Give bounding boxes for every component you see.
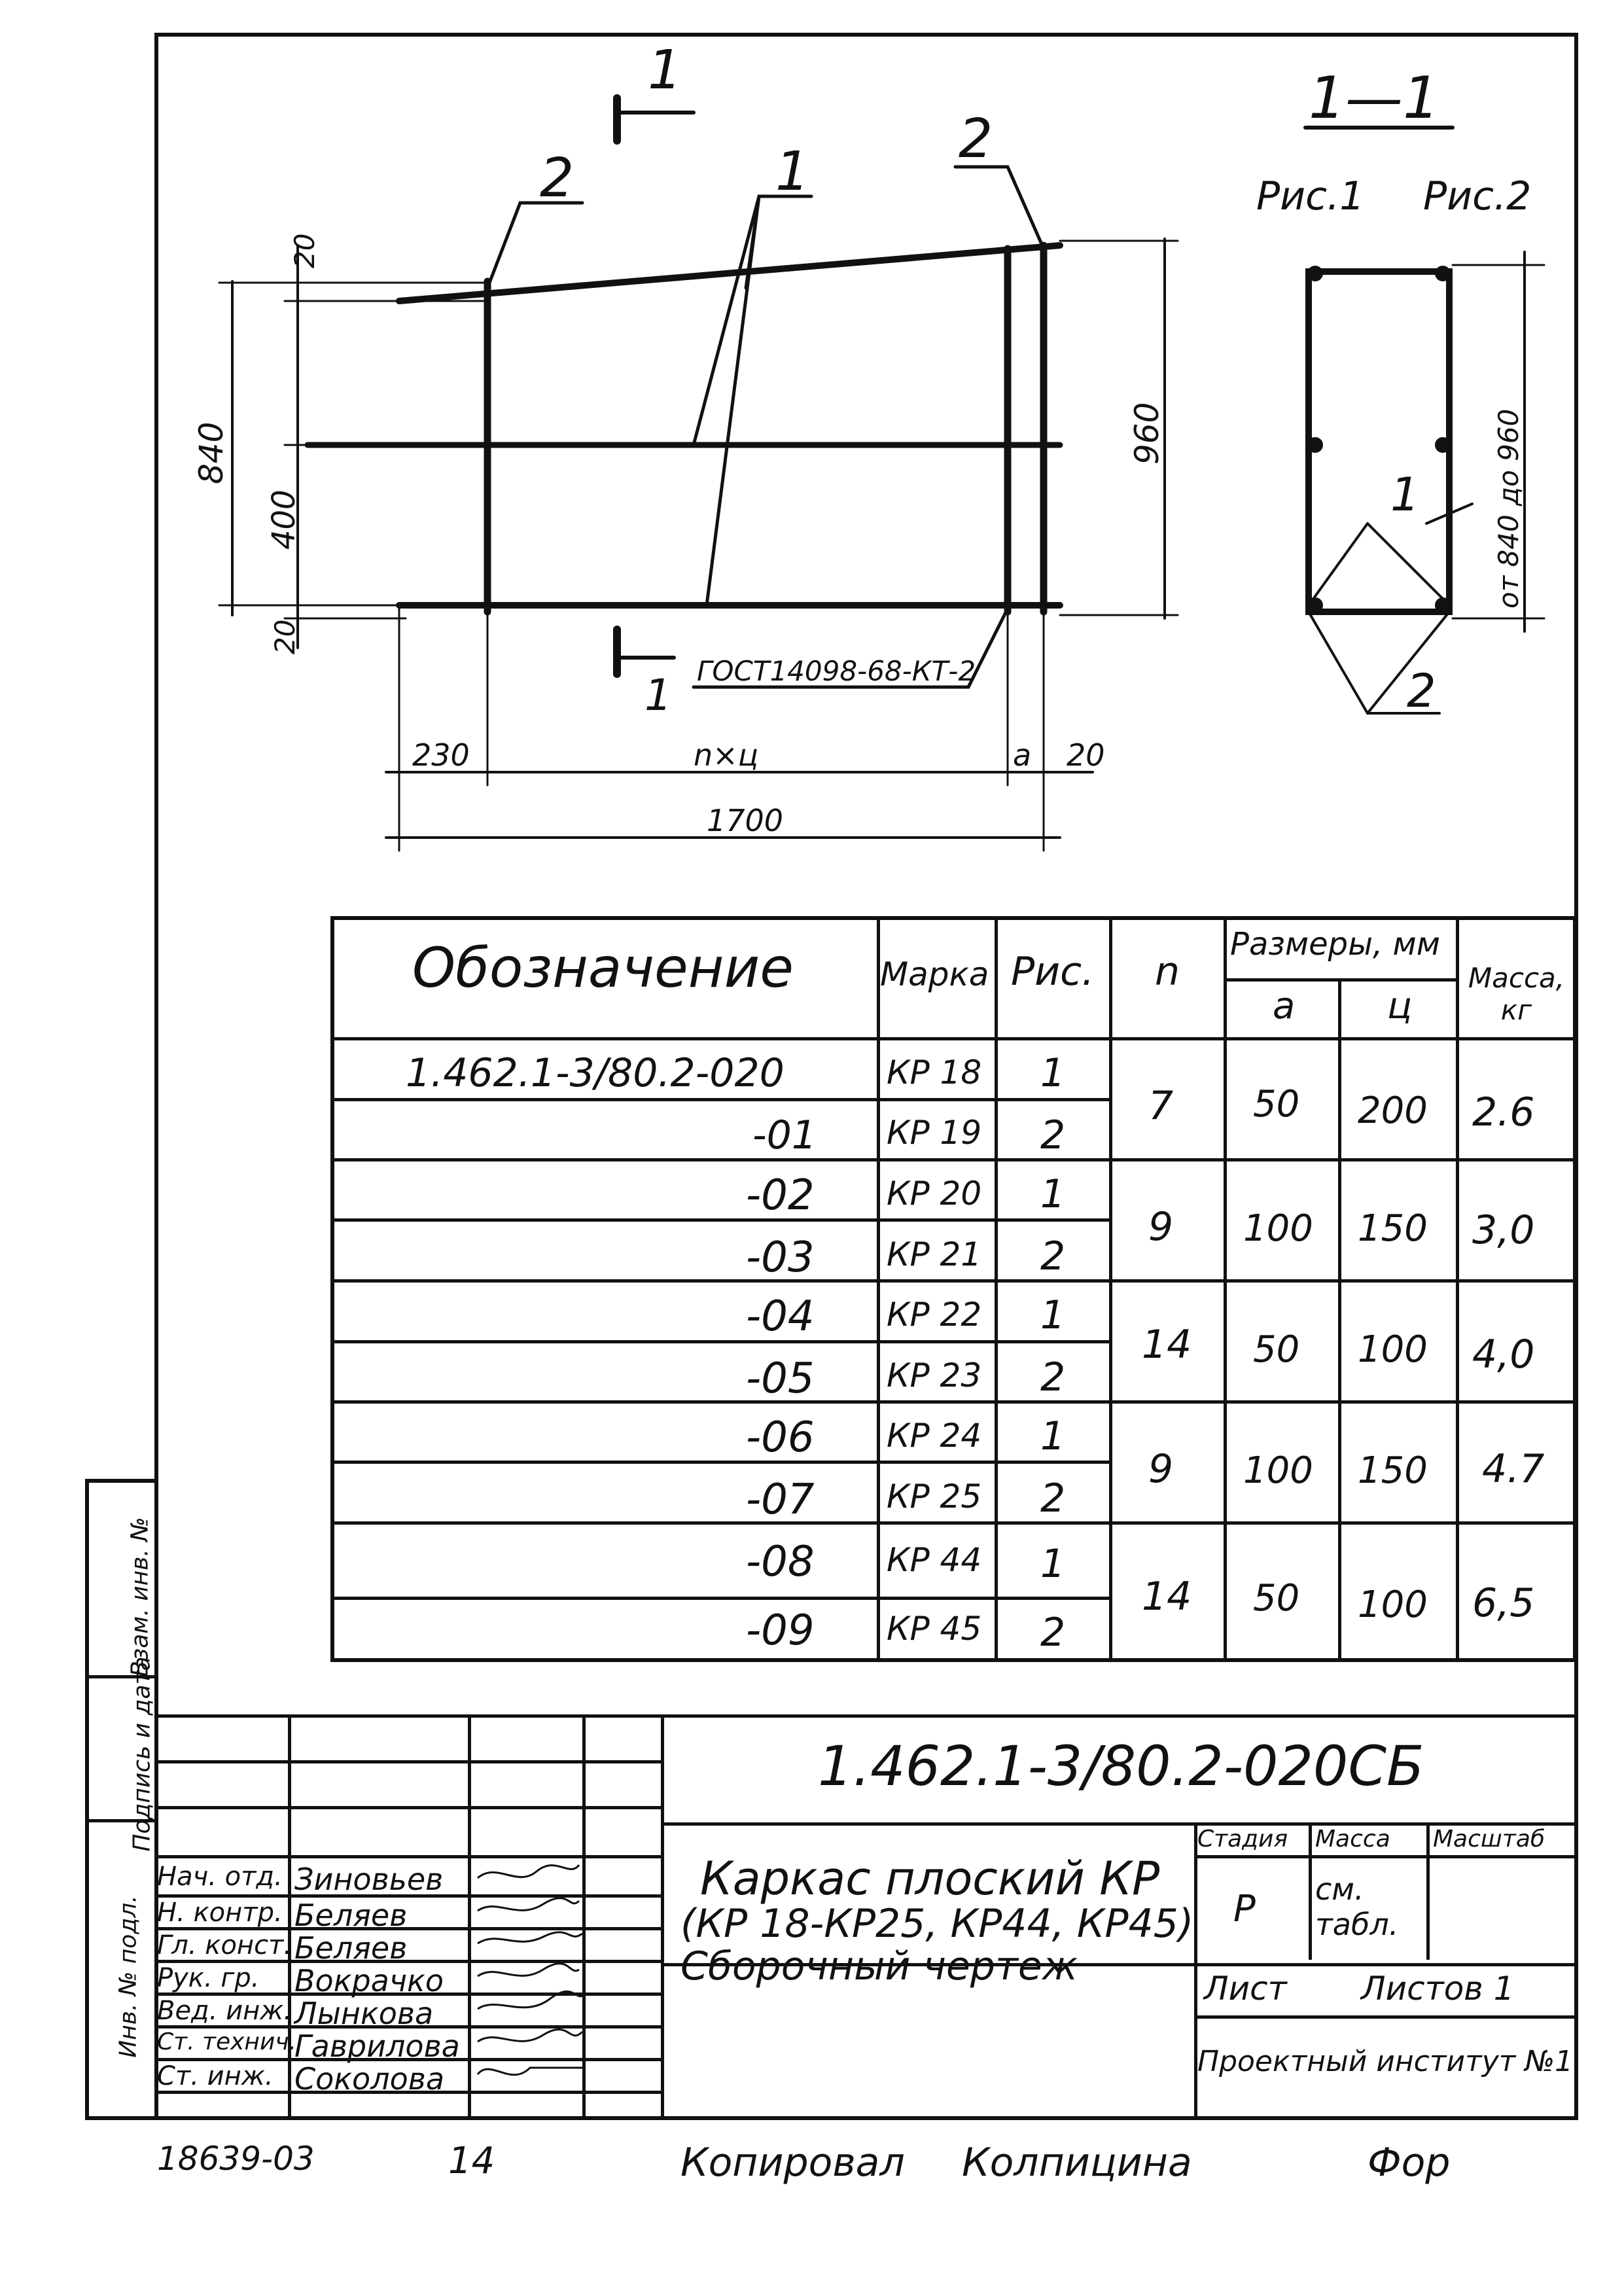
row-mark: КР 23: [887, 1356, 982, 1394]
fig2-label: Рис.2: [1423, 173, 1532, 219]
group-mass: 2.6: [1472, 1089, 1535, 1135]
row-designation: -03: [746, 1233, 815, 1282]
group-mass: 4,0: [1472, 1332, 1535, 1377]
staff-name: Зиновьев: [294, 1862, 444, 1897]
title-line2: (КР 18-КР25, КР44, КР45): [680, 1901, 1194, 1947]
staff-name: Лынкова: [294, 1996, 434, 2031]
side-stamp-vzam: Взам. инв. №: [126, 1517, 154, 1677]
group-c: 100: [1358, 1328, 1428, 1371]
dim-1700: 1700: [707, 803, 784, 838]
section-marker-bottom-label: 1: [644, 670, 672, 720]
row-designation: -09: [746, 1606, 815, 1655]
group-a: 50: [1253, 1328, 1300, 1371]
staff-role: Ст. технич.: [157, 2028, 297, 2055]
row-fig: 1: [1040, 1050, 1066, 1096]
dim-840: 840: [192, 421, 230, 484]
row-mark: КР 24: [887, 1417, 982, 1455]
footer-inv-number: 18639-03: [157, 2140, 315, 2178]
leader-left-2: [487, 203, 582, 288]
staff-name: Соколова: [294, 2061, 445, 2097]
footer-format: Фор: [1368, 2140, 1451, 2186]
side-stamp-inv: Инв. № подл.: [115, 1895, 142, 2058]
row-line: [330, 1279, 1577, 1283]
stage-value: Р: [1233, 1888, 1256, 1930]
group-mass: 3,0: [1472, 1207, 1535, 1253]
group-a: 50: [1253, 1083, 1300, 1125]
section-callout-1: 1: [1390, 468, 1420, 522]
fig1-label: Рис.1: [1256, 173, 1365, 219]
header-mark: Марка: [880, 955, 989, 993]
row-mark: КР 21: [887, 1235, 982, 1273]
mass-label: Масса: [1315, 1826, 1390, 1852]
row-fig: 2: [1040, 1610, 1066, 1656]
sheets-label: Листов 1: [1361, 1970, 1515, 2008]
header-fig: Рис.: [1011, 949, 1095, 995]
row-designation: -02: [746, 1171, 815, 1220]
col-sep-5: [1338, 982, 1341, 1662]
leader-right-2: [955, 167, 1044, 249]
row-fig: 2: [1040, 1112, 1066, 1158]
row-line: [330, 1400, 1577, 1404]
doc-code: 1.462.1-3/80.2-020СБ: [818, 1734, 1424, 1798]
stage-label: Стадия: [1197, 1826, 1288, 1852]
tb-info-row: [1194, 1855, 1578, 1858]
section-title: 1—1: [1309, 64, 1439, 132]
col-sep-2: [995, 916, 998, 1662]
section-marker-top-label: 1: [648, 39, 682, 101]
top-bar: [399, 245, 1060, 301]
staff-role: Нач. отд.: [157, 1862, 283, 1892]
title-block-top: [157, 1714, 1578, 1718]
group-n: 9: [1148, 1204, 1174, 1250]
group-c: 150: [1358, 1449, 1428, 1492]
assembly-drawing: [0, 0, 1624, 916]
row-line: [330, 1158, 1577, 1161]
col-sep-4: [1224, 916, 1227, 1662]
col-sep-6: [1456, 916, 1459, 1662]
row-mark: КР 44: [887, 1541, 982, 1579]
group-mass: 4.7: [1482, 1446, 1545, 1492]
group-c: 100: [1358, 1584, 1428, 1626]
header-designation: Обозначение: [412, 936, 794, 1000]
staff-role: Н. контр.: [157, 1898, 283, 1928]
group-mass: 6,5: [1472, 1580, 1535, 1626]
row-fig: 2: [1040, 1355, 1066, 1400]
row-designation: -04: [746, 1292, 815, 1341]
row-line: [330, 1098, 1109, 1101]
sheet-label: Лист: [1204, 1970, 1287, 2008]
group-n: 7: [1148, 1083, 1174, 1129]
group-a: 50: [1253, 1577, 1300, 1620]
scale-label: Масштаб: [1433, 1826, 1545, 1852]
dim-top-20: 20: [289, 233, 321, 268]
row-line: [330, 1521, 1577, 1525]
row-fig: 2: [1040, 1476, 1066, 1521]
row-line: [330, 1461, 1109, 1464]
group-a: 100: [1243, 1449, 1313, 1492]
footer-copied-label: Копировал: [680, 2140, 905, 2186]
dim-400: 400: [266, 489, 302, 550]
callout-right-2: 2: [959, 108, 993, 170]
staff-role: Гл. конст.: [157, 1930, 292, 1960]
row-line: [330, 1340, 1109, 1343]
group-a: 100: [1243, 1207, 1313, 1250]
row-designation: -05: [746, 1355, 815, 1403]
group-n: 14: [1142, 1574, 1192, 1620]
row-fig: 1: [1040, 1171, 1066, 1217]
footer-page: 14: [448, 2140, 495, 2182]
title-line3: Сборочный чертеж: [680, 1943, 1078, 1989]
row-mark: КР 19: [887, 1114, 982, 1152]
group-c: 150: [1358, 1207, 1428, 1250]
header-c: ц: [1387, 985, 1413, 1027]
staff-role: Рук. гр.: [157, 1963, 260, 1993]
staff-name: Беляев: [294, 1898, 408, 1933]
staff-role: Ст. инж.: [157, 2061, 274, 2091]
dim-960: 960: [1128, 402, 1166, 465]
row-fig: 1: [1040, 1292, 1066, 1338]
row-designation: 1.462.1-3/80.2-020: [406, 1050, 785, 1096]
title-line1: Каркас плоский КР: [700, 1852, 1160, 1905]
tb-info-row: [1194, 2015, 1578, 2019]
section-frame: [1309, 272, 1449, 612]
row-line: [330, 1218, 1109, 1222]
row-designation: -01: [752, 1112, 817, 1158]
staff-role: Вед. инж.: [157, 1996, 292, 2026]
row-fig: 1: [1040, 1413, 1066, 1459]
tb-info-col: [1309, 1822, 1312, 1960]
header-a: a: [1273, 985, 1296, 1027]
header-mass: Масса, кг: [1468, 962, 1565, 1026]
col-sep-3: [1109, 916, 1112, 1662]
staff-name: Беляев: [294, 1930, 408, 1966]
row-designation: -06: [746, 1413, 815, 1462]
dim-nxc: n×ц: [694, 737, 759, 773]
callout-center-1: 1: [775, 141, 810, 203]
row-mark: КР 18: [887, 1054, 982, 1091]
tb-col-4: [661, 1714, 664, 2120]
row-mark: КР 22: [887, 1296, 982, 1334]
staff-name: Вокрачко: [294, 1963, 444, 1998]
header-sizes: Размеры, мм: [1230, 926, 1440, 963]
row-fig: 1: [1040, 1541, 1066, 1587]
tb-info-col: [1426, 1822, 1430, 1960]
gost-label: ГОСТ14098-68-КТ-2: [697, 655, 976, 687]
header-bottom-line: [330, 1037, 1577, 1040]
tb-row: [157, 1806, 661, 1809]
dim-230: 230: [412, 737, 470, 773]
group-n: 9: [1148, 1446, 1174, 1492]
org-name: Проектный институт №1: [1197, 2045, 1574, 2078]
footer-copied-name: Колпицина: [962, 2140, 1192, 2186]
row-mark: КР 25: [887, 1478, 982, 1515]
signature-scribbles: [471, 1858, 589, 2107]
side-stamp-podpis: Подпись и дата: [128, 1656, 156, 1852]
row-fig: 2: [1040, 1233, 1066, 1279]
group-n: 14: [1142, 1322, 1192, 1368]
row-mark: КР 45: [887, 1610, 982, 1648]
mass-value: см. табл.: [1315, 1871, 1399, 1942]
callout-left-2: 2: [540, 147, 574, 209]
header-sub-line: [1224, 978, 1456, 982]
header-n: n: [1155, 949, 1180, 995]
row-line: [330, 1597, 1109, 1600]
col-sep-1: [877, 916, 880, 1662]
tb-row: [157, 1760, 661, 1763]
row-mark: КР 20: [887, 1175, 982, 1213]
section-dim: от 840 до 960: [1492, 408, 1525, 609]
row-designation: -07: [746, 1476, 815, 1524]
dim-bottom-20: 20: [269, 619, 301, 654]
group-c: 200: [1358, 1089, 1428, 1132]
section-callout-2: 2: [1407, 664, 1436, 718]
staff-name: Гаврилова: [294, 2028, 460, 2064]
dim-right-20: 20: [1067, 737, 1105, 773]
dim-a: a: [1013, 737, 1032, 773]
row-designation: -08: [746, 1538, 815, 1586]
